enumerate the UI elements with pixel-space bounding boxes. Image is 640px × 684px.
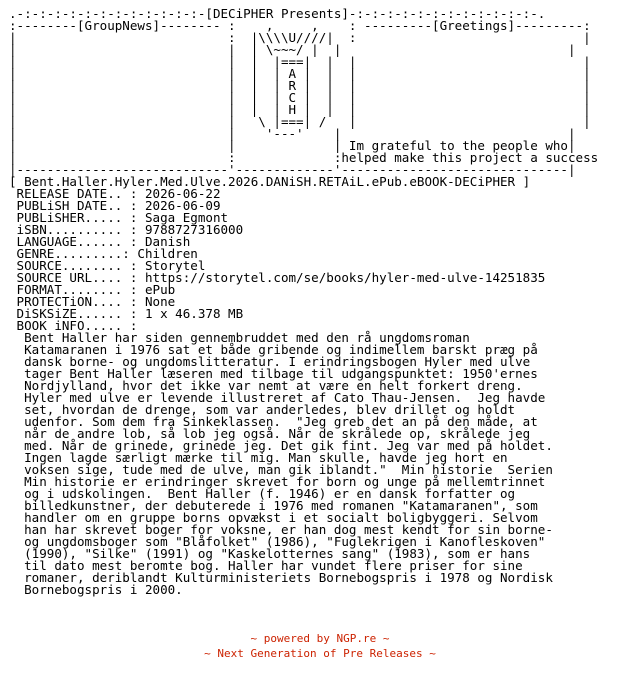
info-source: SOURCE........ : Storytel (9, 258, 206, 273)
description-line: til dato mest beromte bog. Haller har vundet flere priser for sine (9, 558, 523, 573)
description-line: billedkunstner, der debuterede i 1976 med romanen "Katamaranen", som (9, 498, 538, 513)
description-line: og i udskolingen. Bent Haller (f. 1946) er en dansk forfatter og (9, 486, 516, 501)
nfo-line: :--------[GroupNews]-------- : , , : ---------[Greetings]---------: (9, 18, 591, 33)
nfo-line: | | '---' | | (9, 126, 576, 141)
description-line: Hyler med ulve er levende illustreret af Cato Thau-Jensen. Jeg havde (9, 390, 546, 405)
info-publish-date: PUBLiSH DATE.. : 2026-06-09 (9, 198, 221, 213)
description-line: udenfor. Som dem fra Sinkeklassen. "Jeg greb det an på den måde, at (9, 414, 538, 429)
description-line: han har skrevet boger for voksne, er han dog mest kendt for sin borne- (9, 522, 553, 537)
description-line: voksen sige, tude med de ulve, man gik iblandt." Min historie Serien (9, 462, 553, 477)
nfo-line: | | | |===| | | | (9, 54, 591, 69)
description-line: når de andre lob, så lob jeg også. Når de skrålede op, skrålede jeg (9, 426, 531, 441)
info-language: LANGUAGE...... : Danish (9, 234, 191, 249)
info-release-date: RELEASE DATE.. : 2026-06-22 (9, 186, 221, 201)
description-line: Bent Haller har siden gennembruddet med den rå ungdomsroman (9, 330, 470, 345)
description-line: handler om en gruppe borns opvækst i et socialt boligbyggeri. Selvom (9, 510, 538, 525)
description-line: og ungdomsboger som "Blåfolket" (1986), "Fuglekrigen i Kanofleskoven" (9, 534, 546, 549)
description-line: Min historie er erindringer skrevet for born og unge på mellemtrinnet (9, 474, 546, 489)
description-line: (1990), "Silke" (1991) og "Kaskelotternes sang" (1983), som er hans (9, 546, 531, 561)
description-line: romaner, deriblandt Kulturministeriets Bornebogspris i 1978 og Nordisk (9, 570, 553, 585)
info-source-url: SOURCE URL.... : https://storytel.com/se/books/hyler-med-ulve-14251835 (9, 270, 546, 285)
info-isbn: iSBN.......... : 9788727316000 (9, 222, 244, 237)
nfo-line: | : |\\\\U////| : | (9, 30, 591, 45)
nfo-line: | | | | R | | | | (9, 78, 591, 93)
description-line: Bornebogspris i 2000. (9, 582, 183, 597)
info-disksize: DiSKSiZE...... : 1 x 46.378 MB (9, 306, 244, 321)
nfo-line: .-:-:-:-:-:-:-:-:-:-:-:-:-[DECiPHER Presents]-:-:-:-:-:-:-:-:-:-:-:-:-. (9, 6, 546, 21)
description-line: Nordjylland, hvor det ikke var nemt at være en helt forkert dreng. (9, 378, 523, 393)
description-line: Katamaranen i 1976 sat et både gribende og indimellem barskt præg på (9, 342, 538, 357)
nfo-line: | | | Im grateful to the people who| (9, 138, 576, 153)
info-protection: PROTECTiON.... : None (9, 294, 176, 309)
nfo-line: | | | | H | | | | (9, 102, 591, 117)
nfo-text (9, 8, 598, 596)
release-name: [ Bent.Haller.Hyler.Med.Ulve.2026.DANiSH.RETAiL.ePub.eBOOK-DECiPHER ] (9, 174, 531, 189)
info-publisher: PUBLiSHER..... : Saga Egmont (9, 210, 229, 225)
description-line: med. Når de grinede, grinede jeg. Det gik fint. Jeg var med på holdet. (9, 438, 553, 453)
footer-tagline: ~ Next Generation of Pre Releases ~ (204, 647, 436, 660)
nfo-line: | | \ |===| / | | (9, 114, 591, 129)
info-format: FORMAT........ : ePub (9, 282, 176, 297)
nfo-line: | | | \~~~/ | | | (9, 42, 576, 57)
nfo-line: | | | | C | | | | (9, 90, 591, 105)
description-line: dansk borne- og ungdomslitteratur. I erindringsbogen Hyler med ulve (9, 354, 531, 369)
footer-powered-by: ~ powered by NGP.re ~ (250, 632, 390, 645)
info-genre: GENRE.........: Children (9, 246, 198, 261)
nfo-line: |----------------------------'-------------'------------------------------| (9, 162, 576, 177)
description-line: Ingen lagde særligt mærke til mig. Man skulle, havde jeg hort en (9, 450, 508, 465)
info-book-info: BOOK iNFO..... : (9, 318, 138, 333)
description-line: set, hvordan de drenge, som var anderledes, blev drillet og holdt (9, 402, 516, 417)
nfo-line: | | | | A | | | | (9, 66, 591, 81)
nfo-line: | : :helped make this project a success (9, 150, 599, 165)
description-line: tager Bent Haller læseren med tilbage til udgangspunktet: 1950'ernes (9, 366, 538, 381)
